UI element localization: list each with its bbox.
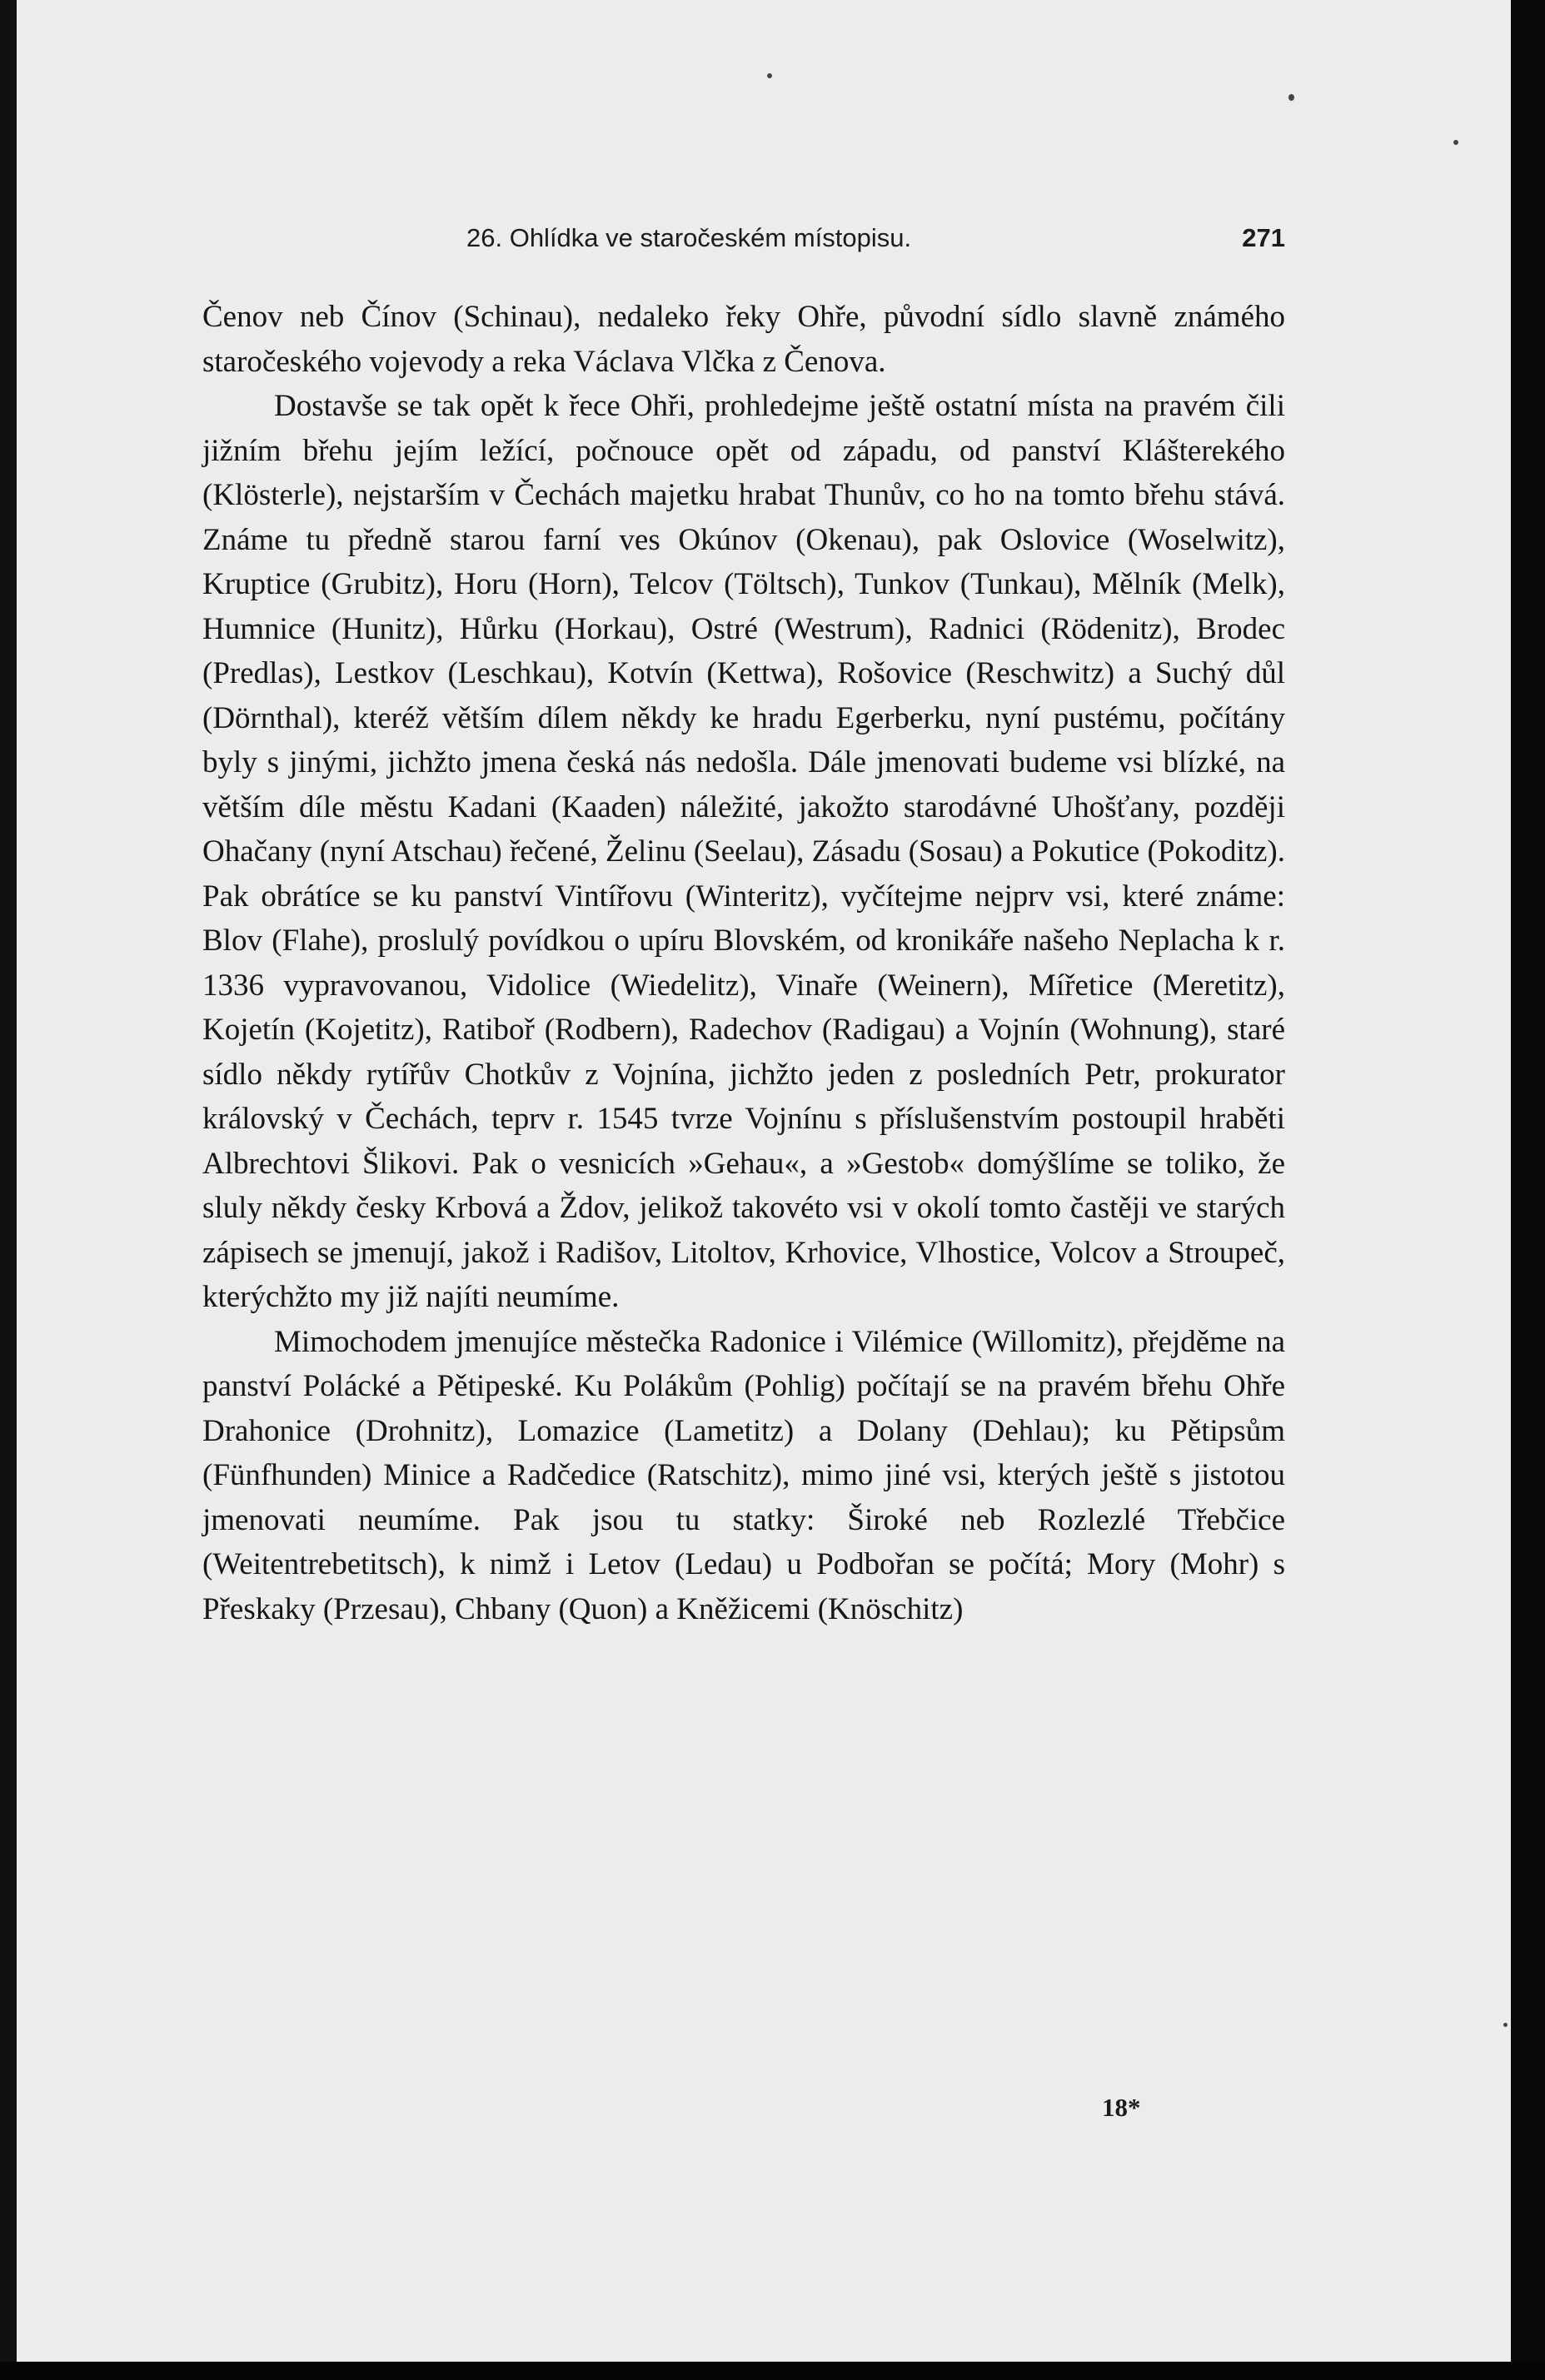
- body-text: [202, 295, 1285, 1631]
- paper-speck: [1288, 94, 1294, 101]
- paragraph-3: Mimochodem jmenujíce městečka Radonice i Vilémice (Willomitz), přejděme na panství Polácké a Pětipeské. Ku Polákům (Pohlig) počítají se na pravém břehu Ohře Drahonice (Drohnitz), Lomazice (Lametitz) a Dolany (Dehlau); ku Pětipsům (Fünfhunden) Minice a Radčedice (Ratschitz), mimo jiné vsi, kterých ještě s jistotou jmenovati neumíme. Pak jsou tu statky: Široké neb Rozlezlé Třebčice (Weitentrebetitsch), k nimž i Letov (Ledau) u Podbořan se počítá; Mory (Mohr) s Přeskaky (Przesau), Chbany (Quon) a Kněžicemi (Knöschitz): [202, 1324, 1285, 1626]
- signature-mark: 18*: [1102, 2093, 1141, 2122]
- running-title: 26. Ohlídka ve staročeském místopisu.: [466, 223, 912, 252]
- paragraph-1: Čenov neb Čínov (Schinau), nedaleko řeky Ohře, původní sídlo slavně známého staročeského vojevody a reka Václava Vlčka z Čenova.: [202, 300, 1285, 379]
- page-edge-shadow: [1511, 0, 1545, 2380]
- paper-speck: [767, 73, 772, 78]
- paper-speck: [1503, 2023, 1508, 2027]
- bottom-edge-shadow: [0, 2362, 1545, 2380]
- paper-speck: [1453, 140, 1458, 145]
- paragraph-2: Dostavše se tak opět k řece Ohři, prohledejme ještě ostatní místa na pravém čili jižním břehu jejím ležící, počnouce opět od západu, od panství Klášterekého (Klösterle), nejstarším v Čechách majetku hrabat Thunův, co ho na tomto břehu stává. Známe tu předně starou farní ves Okúnov (Okenau), pak Oslovice (Woselwitz), Kruptice (Grubitz), Horu (Horn), Telcov (Töltsch), Tunkov (Tunkau), Mělník (Melk), Humnice (Hunitz), Hůrku (Horkau), Ostré (Westrum), Radnici (Rödenitz), Brodec (Predlas), Lestkov (Leschkau), Kotvín (Kettwa), Rošovice (Reschwitz) a Suchý důl (Dörnthal), kteréž větším dílem někdy ke hradu Egerberku, nyní pustému, počítány byly s jinými, jichžto jmena česká nás nedošla. Dále jmenovati budeme vsi blízké, na větším díle městu Kadani (Kaaden) náležité, jakožto starodávné Uhošťany, později Ohačany (nyní Atschau) řečené, Želinu (Seelau), Zásadu (Sosau) a Pokutice (Pokoditz). Pak obrátíce se ku panství Vintířovu (Winteritz), vyčítejme nejprv vsi, které známe: Blov (Flahe), proslulý povídkou o upíru Blovském, od kronikáře našeho Neplacha k r. 1336 vypravovanou, Vidolice (Wiedelitz), Vinaře (Weinern), Mířetice (Meretitz), Kojetín (Kojetitz), Ratiboř (Rodbern), Radechov (Radigau) a Vojnín (Wohnung), staré sídlo někdy rytířův Chotkův z Vojnína, jichžto jeden z posledních Petr, prokurator královský v Čechách, teprv r. 1545 tvrze Vojnínu s příslušenstvím postoupil hraběti Albrechtovi Šlikovi. Pak o vesnicích »Gehau«, a »Gestob« domýšlíme se toliko, že sluly někdy česky Krbová a Ždov, jelikož takovéto vsi v okolí tomto častěji ve starých zápisech se jmenují, jakož i Radišov, Litoltov, Krhovice, Vlhostice, Volcov a Stroupeč, kterýchžto my již najíti neumíme.: [202, 389, 1285, 1314]
- book-spine-shadow: [0, 0, 17, 2380]
- page-number: 271: [1242, 223, 1285, 252]
